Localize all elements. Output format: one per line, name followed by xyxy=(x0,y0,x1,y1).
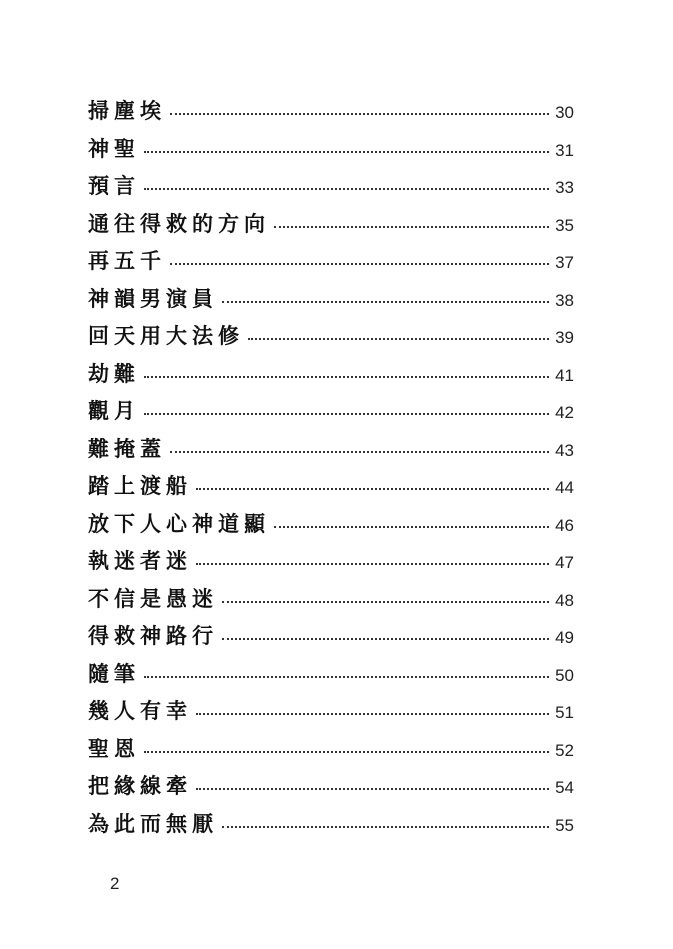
dot-leader xyxy=(196,787,549,790)
dot-leader xyxy=(144,675,549,678)
dot-leader xyxy=(170,262,549,265)
dot-leader xyxy=(144,150,549,153)
dot-leader xyxy=(170,450,549,453)
toc-entry-page: 46 xyxy=(555,515,574,535)
toc-entry-page: 50 xyxy=(555,665,574,685)
toc-entry-page: 42 xyxy=(555,403,574,422)
toc-entry-page: 31 xyxy=(555,140,574,160)
toc-entry[interactable] xyxy=(88,542,574,580)
dot-leader xyxy=(144,750,549,753)
toc-entry-title: 為此而無厭 xyxy=(88,810,218,836)
toc-entry-title: 觀月 xyxy=(88,398,140,423)
toc-entry-page: 35 xyxy=(555,215,574,235)
toc-entry-title: 幾人有幸 xyxy=(88,698,192,723)
toc-entry-page: 48 xyxy=(555,590,574,610)
toc-entry-page: 49 xyxy=(555,628,574,647)
dot-leader xyxy=(222,300,549,303)
toc-entry-title: 回天用大法修 xyxy=(88,323,244,348)
toc-entry[interactable] xyxy=(88,130,574,168)
page-number: 2 xyxy=(110,874,120,893)
dot-leader xyxy=(196,712,549,715)
toc-entry-title: 通往得救的方向 xyxy=(88,210,270,236)
toc-entry[interactable] xyxy=(88,167,574,205)
dot-leader xyxy=(222,637,549,640)
toc-entry-page: 51 xyxy=(555,703,574,722)
toc-entry[interactable] xyxy=(88,392,574,430)
toc-entry-title: 神韻男演員 xyxy=(88,285,218,311)
toc-entry-page: 39 xyxy=(555,328,574,347)
dot-leader xyxy=(274,225,549,228)
toc-entry-page: 33 xyxy=(555,178,574,197)
toc-entry[interactable] xyxy=(88,205,574,243)
toc-entry-title: 執迷者迷 xyxy=(88,548,192,573)
table-of-contents xyxy=(88,92,574,842)
toc-entry-title: 神聖 xyxy=(88,135,140,161)
toc-entry[interactable] xyxy=(88,242,574,280)
toc-entry-title: 得救神路行 xyxy=(88,623,218,648)
dot-leader xyxy=(196,562,549,565)
toc-entry[interactable] xyxy=(88,355,574,393)
dot-leader xyxy=(144,187,549,190)
toc-entry-title: 放下人心神道顯 xyxy=(88,510,270,536)
toc-entry-page: 47 xyxy=(555,553,574,572)
dot-leader xyxy=(222,825,549,828)
toc-entry-title: 難掩蓋 xyxy=(88,435,166,461)
toc-entry[interactable] xyxy=(88,617,574,655)
toc-entry[interactable] xyxy=(88,767,574,805)
toc-entry-page: 55 xyxy=(555,815,574,835)
toc-entry-title: 隨筆 xyxy=(88,660,140,686)
toc-entry-page: 38 xyxy=(555,290,574,310)
toc-entry[interactable] xyxy=(88,805,574,843)
toc-entry-title: 把緣線牽 xyxy=(88,773,192,798)
toc-entry-page: 54 xyxy=(555,778,574,797)
toc-entry-page: 44 xyxy=(555,478,574,497)
dot-leader xyxy=(170,112,549,115)
toc-entry-page: 52 xyxy=(555,740,574,760)
dot-leader xyxy=(144,412,549,415)
toc-entry-title: 預言 xyxy=(88,173,140,198)
toc-entry[interactable] xyxy=(88,280,574,318)
toc-entry[interactable] xyxy=(88,655,574,693)
dot-leader xyxy=(222,600,549,603)
toc-entry-title: 劫難 xyxy=(88,360,140,386)
toc-entry-title: 聖恩 xyxy=(88,735,140,761)
toc-entry-page: 43 xyxy=(555,440,574,460)
toc-entry[interactable] xyxy=(88,467,574,505)
dot-leader xyxy=(274,525,549,528)
toc-entry[interactable] xyxy=(88,505,574,543)
toc-entry-title: 踏上渡船 xyxy=(88,473,192,498)
toc-entry-page: 30 xyxy=(555,103,574,122)
toc-entry[interactable] xyxy=(88,580,574,618)
toc-entry-page: 41 xyxy=(555,365,574,385)
dot-leader xyxy=(248,337,549,340)
toc-entry-title: 掃塵埃 xyxy=(88,98,166,123)
dot-leader xyxy=(196,487,549,490)
toc-entry-title: 不信是愚迷 xyxy=(88,585,218,611)
dot-leader xyxy=(144,375,549,378)
toc-entry-title: 再五千 xyxy=(88,248,166,273)
toc-entry[interactable] xyxy=(88,730,574,768)
toc-entry[interactable] xyxy=(88,692,574,730)
toc-entry[interactable] xyxy=(88,317,574,355)
toc-entry[interactable] xyxy=(88,430,574,468)
toc-entry[interactable] xyxy=(88,92,574,130)
toc-entry-page: 37 xyxy=(555,253,574,272)
